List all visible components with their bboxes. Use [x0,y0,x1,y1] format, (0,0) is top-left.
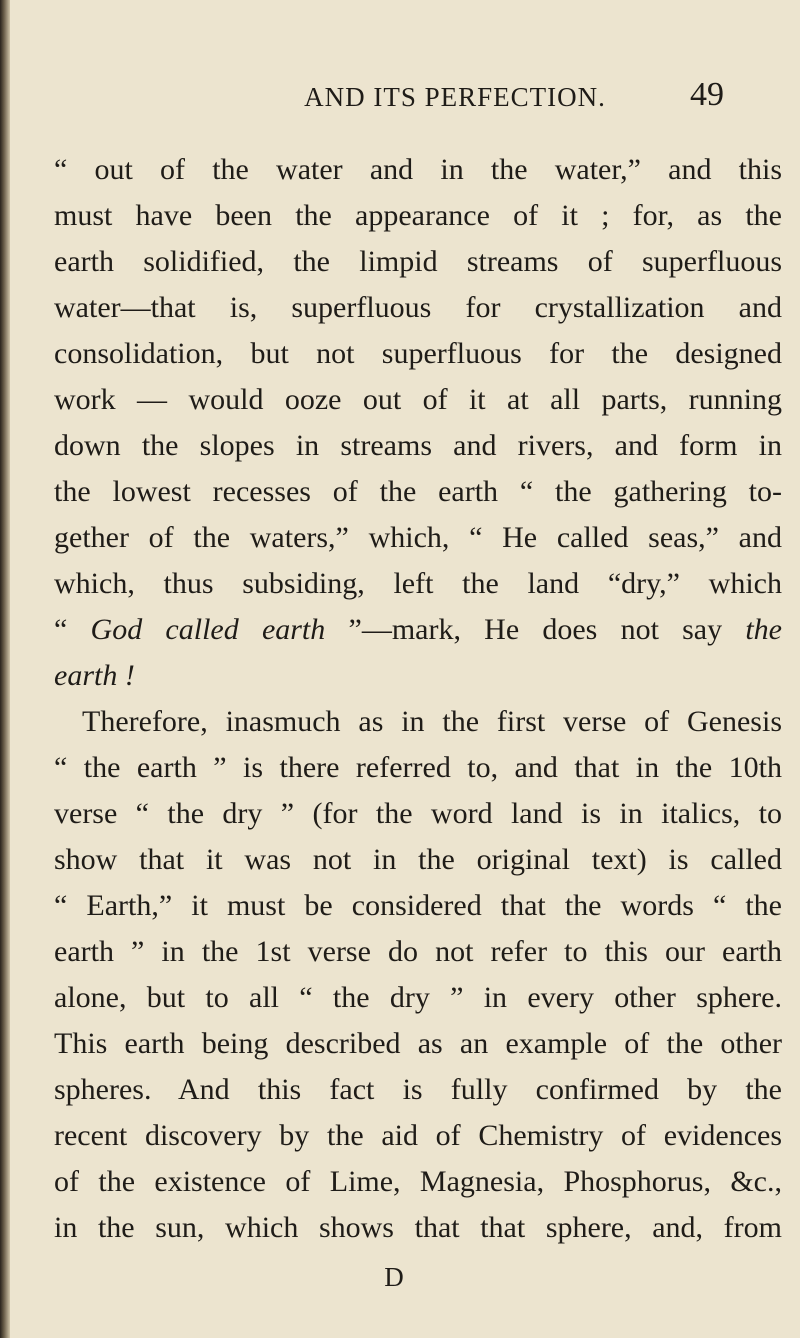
paragraph-2-line-9: spheres. And this fact is fully confirmed by the [54,1073,782,1106]
text-line-5: consolidation, but not superfluous for the designed [54,337,782,370]
line-middle: ”—mark, He does not say [325,613,746,646]
open-quote: “ [54,613,91,646]
text-line-2: must have been the appearance of it ; for, as the [54,199,782,232]
text-line-6: work — would ooze out of it at all parts, running [54,383,782,416]
italic-phrase: God called earth [90,613,326,646]
text-line-7: down the slopes in streams and rivers, and form in [54,429,782,462]
running-head: AND ITS PERFECTION. [304,82,606,112]
paragraph-2-line-12: in the sun, which shows that that sphere, and, from [54,1211,782,1244]
page-number: 49 [690,76,724,113]
text-line-9: gether of the waters,” which, “ He called seas,” and [54,521,782,554]
paragraph-2-line-5: “ Earth,” it must be considered that the words “ the [54,889,782,922]
paragraph-2-line-10: recent discovery by the aid of Chemistry of evidences [54,1119,782,1152]
book-spine-edge [0,0,10,1338]
text-line-4: water—that is, superfluous for crystallization and [54,291,782,324]
paragraph-2-line-2: “ the earth ” is there referred to, and that in the 10th [54,751,782,784]
italic-word: the [745,613,782,646]
paragraph-2-line-1: Therefore, inasmuch as in the first verse of Genesis [82,705,782,738]
text-line-3: earth solidified, the limpid streams of superfluous [54,245,782,278]
paragraph-2-line-6: earth ” in the 1st verse do not refer to this our earth [54,935,782,968]
text-line-1: “ out of the water and in the water,” and this [54,153,782,186]
paragraph-2-line-8: This earth being described as an example of the other [54,1027,782,1060]
text-line-12: earth ! [54,659,135,692]
paragraph-2-line-4: show that it was not in the original text) is called [54,843,782,876]
paragraph-2-line-3: verse “ the dry ” (for the word land is in italics, to [54,797,782,830]
signature-mark: D [384,1262,404,1292]
paragraph-2-line-7: alone, but to all “ the dry ” in every other sphere. [54,981,782,1014]
text-line-11 [54,610,782,650]
text-line-8: the lowest recesses of the earth “ the gathering to- [54,475,782,508]
text-line-10: which, thus subsiding, left the land “dry,” which [54,567,782,600]
paragraph-2-line-11: of the existence of Lime, Magnesia, Phosphorus, &c., [54,1165,782,1198]
